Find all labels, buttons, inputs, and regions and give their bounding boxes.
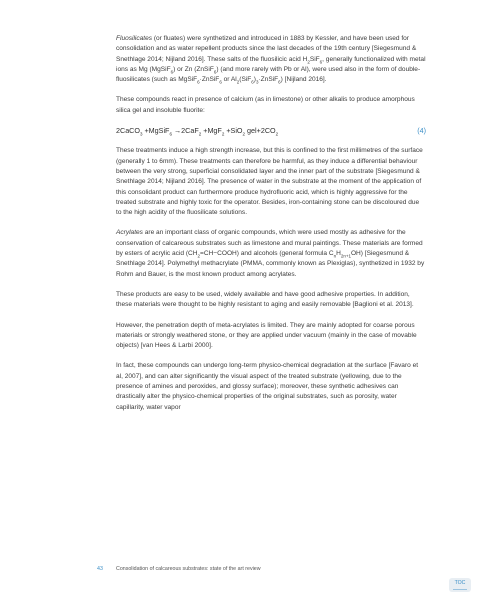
paragraph-penetration-depth: However, the penetration depth of meta-acrylates is limited. They are mainly adopted for coarse porous materials or strongly weathered stone, or they are applied under vacuum (mainly in the case of movable objects) [van Hees & Larbi 2000]. — [116, 321, 417, 350]
paragraph-fluosilicates — [116, 34, 426, 85]
paragraph-acrylates-text: are an important class of organic compounds, which were used mostly as adhesive for the conservation of calcareous substrates such as limestone and mural paintings. These materials are formed by esters of acrylic acid $(CH_2=CH-COOH)$ and alcohols (general formula $C_nH_{2n+1}OH$) [Siegesmund & Snethlage 2014]. Polymethyl methacrylate (PMMA, commonly known as Plexiglas), synthetized in 1932 by Rohm and Bauer, is the most known product among acrylates. — [116, 229, 425, 278]
paragraph-reaction-intro: These compounds react in presence of calcium (as in limestone) or other alkalis to produce amorphous silica gel and insoluble fluorite: — [116, 96, 415, 114]
page-footer — [0, 566, 486, 580]
page-number: 43 — [97, 566, 103, 572]
toc-label: TOC — [454, 580, 466, 586]
toc-underline — [453, 589, 467, 590]
equation-formula: 2CaCO$_3$ +MgSiF$_6$ →2CaF$_2$ +MgF$_2$ +SiO$_2$ $gel+2CO_2$ — [116, 126, 279, 137]
paragraph-treatment-effects: These treatments induce a high strength increase, but this is confined to the first millimetres of the surface (generally 1 to 6mm). These treatments can therefore be harmful, as they induce a differential behaviour between the very strong, superficial consolidated layer and the inner part of the substrate [Siegesmund & Snethlage 2014; Nijland 2016]. The presence of water in the substrate at the moment of the application of this consolidant product can furthermore produce hydrofluoric acid, which is highly aggressive for the treated substrate and highly toxic for the operator. Besides, iron-containing stone can be discoloured due to the high acidity of the fluosilicate solutions. — [116, 147, 423, 217]
paragraph-acrylate-properties: These products are easy to be used, widely available and have good adhesive properties. In addition, these materials were thought to be highly resistant to aging and easily removable [Baglioni et al. 2013]. — [116, 290, 414, 309]
equation-number: (4) — [417, 126, 426, 136]
paragraph-acrylates — [116, 228, 426, 279]
paragraph-degradation: In fact, these compounds can undergo long-term physico-chemical degradation at the surface [Favaro et al, 2007], and can alter significantly the visual aspect of the treated substrate (yellowing, due to the presence of amines and peroxides, and glossy surface); moreover, these synthetic adhesives can drastically alter the physico-chemical properties of the original substrates, such as porosity, water capillarity, water vapor — [116, 362, 419, 411]
term-acrylates: Acrylates — [116, 229, 143, 237]
term-fluosilicates: Fluosilicates — [116, 35, 153, 42]
running-title: Consolidation of calcareous substrates: state of the art review — [116, 566, 261, 572]
body-text — [116, 34, 426, 423]
equation — [116, 126, 426, 136]
toc-button[interactable] — [449, 578, 471, 592]
paragraph-fluosilicates-text: (or fluates) were synthetized and introduced in 1883 by Kessler, and have been used for consolidation and as water repellent products since the last decades of the 19th century [Siegesmund & Snethlage 2014; Nijland 2016]. These salts of the fluosilicic acid $H_2SiF_6$, generally functionalized with metal ions as Mg (MgSiF$_6$) or Zn (ZnSiF$_6$) (and more rarely with Pb or Al), were used also in the form of double-fluosilicates (such as MgSiF$_6$·ZnSiF$_6$ or $Al_2(SiF_6)_3\cdot ZnSiF_6$) [Nijland 2016]. — [116, 35, 426, 85]
